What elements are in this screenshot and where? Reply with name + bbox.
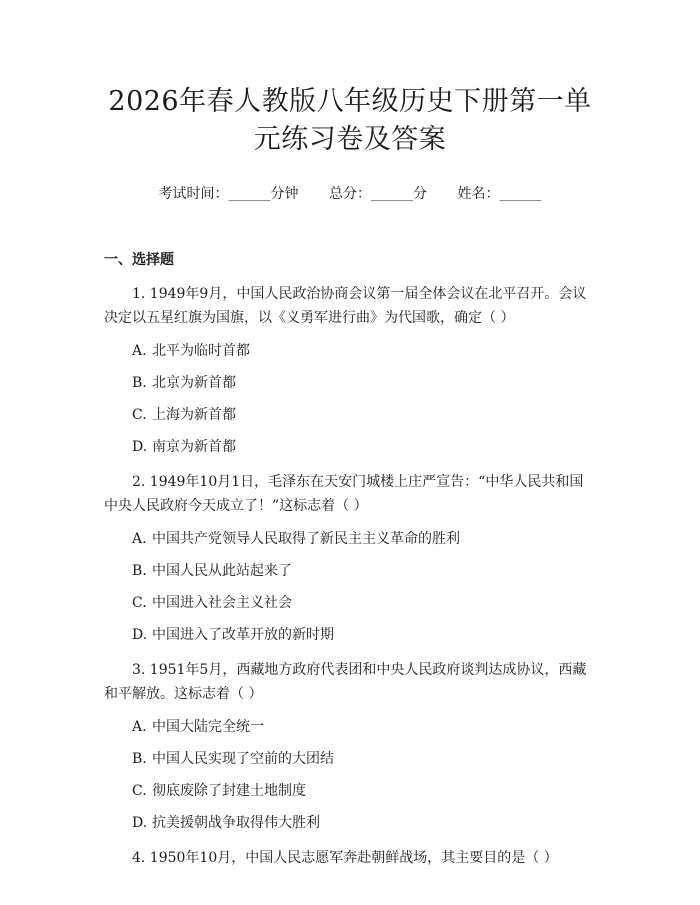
option-letter: C.: [132, 783, 147, 799]
option-letter: C.: [132, 595, 147, 611]
option-text: 中国进入了改革开放的新时期: [152, 627, 334, 643]
option-text: 南京为新首都: [152, 439, 236, 455]
option-letter: C.: [132, 407, 147, 423]
option-letter: B.: [132, 751, 147, 767]
question-2-option-b: [104, 560, 596, 582]
question-1-option-a: [104, 340, 596, 362]
question-2-option-c: [104, 592, 596, 614]
option-text: 彻底废除了封建土地制度: [152, 783, 306, 799]
question-1-option-d: [104, 436, 596, 458]
question-2-option-d: [104, 624, 596, 646]
total-score-label: 总分：______分: [329, 186, 427, 202]
page-title: 2026年春人教版八年级历史下册第一单元练习卷及答案: [108, 86, 592, 155]
option-letter: A.: [132, 343, 147, 359]
option-text: 抗美援朝战争取得伟大胜利: [152, 815, 320, 831]
option-text: 中国人民从此站起来了: [152, 563, 292, 579]
exam-time-label: 考试时间：______分钟: [158, 186, 299, 202]
option-letter: D.: [132, 627, 148, 643]
section-heading: 一、选择题: [104, 252, 174, 268]
option-letter: B.: [132, 563, 147, 579]
option-letter: D.: [132, 815, 148, 831]
question-3-stem: 3. 1951年5月，西藏地方政府代表团和中央人民政府谈判达成协议，西藏和平解放。这标志着（ ）: [104, 662, 587, 702]
exam-info-line: [104, 184, 596, 204]
question-4-stem: 4. 1950年10月，中国人民志愿军奔赴朝鲜战场，其主要目的是（ ）: [132, 850, 558, 866]
question-3-option-d: [104, 812, 596, 834]
question-3-option-b: [104, 748, 596, 770]
option-text: 上海为新首都: [152, 407, 236, 423]
option-text: 中国人民实现了空前的大团结: [152, 751, 334, 767]
option-text: 中国共产党领导人民取得了新民主主义革命的胜利: [152, 531, 460, 547]
option-text: 北京为新首都: [152, 375, 236, 391]
option-text: 北平为临时首都: [152, 343, 250, 359]
option-letter: B.: [132, 375, 147, 391]
option-letter: D.: [132, 439, 148, 455]
option-letter: A.: [132, 719, 147, 735]
question-2-stem: 2. 1949年10月1日，毛泽东在天安门城楼上庄严宣告：“中华人民共和国中央人民政府今天成立了！”这标志着（ ）: [104, 474, 584, 514]
question-1-stem: 1. 1949年9月，中国人民政治协商会议第一届全体会议在北平召开。会议决定以五星红旗为国旗，以《义勇军进行曲》为代国歌，确定（ ）: [104, 286, 587, 326]
question-3-option-a: [104, 716, 596, 738]
question-1-option-b: [104, 372, 596, 394]
student-name-label: 姓名：______: [457, 186, 542, 202]
option-text: 中国大陆完全统一: [152, 719, 264, 735]
question-2-option-a: [104, 528, 596, 550]
question-3-option-c: [104, 780, 596, 802]
option-text: 中国进入社会主义社会: [152, 595, 292, 611]
question-1-option-c: [104, 404, 596, 426]
option-letter: A.: [132, 531, 147, 547]
